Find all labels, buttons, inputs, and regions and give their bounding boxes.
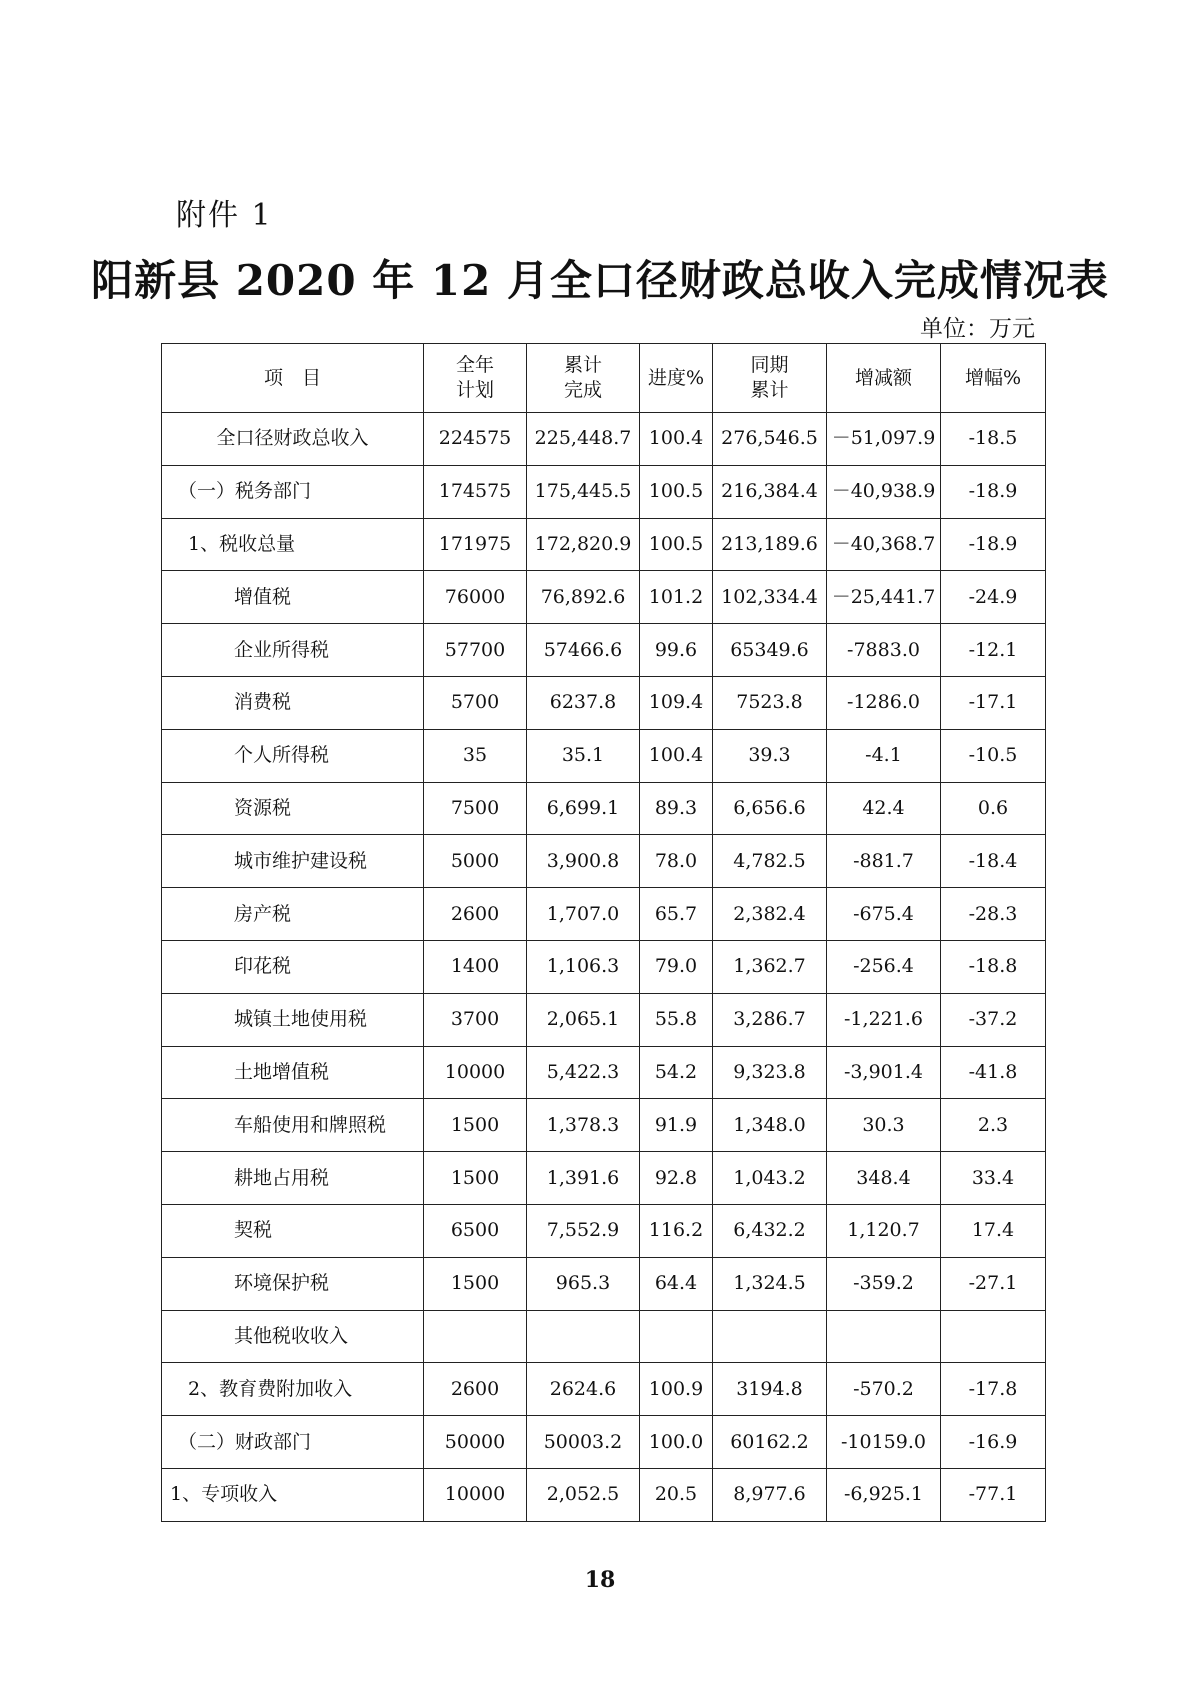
cell-progress: 100.5 — [640, 518, 713, 571]
cell-plan: 50000 — [424, 1416, 527, 1469]
table-row — [162, 571, 1046, 624]
cell-prior: 213,189.6 — [713, 518, 827, 571]
cell-growth: -28.3 — [941, 888, 1046, 941]
cell-actual — [527, 1310, 640, 1363]
cell-change: -6,925.1 — [827, 1468, 941, 1521]
cell-growth — [941, 1310, 1046, 1363]
table-row — [162, 1363, 1046, 1416]
cell-growth: 0.6 — [941, 782, 1046, 835]
cell-actual: 2,052.5 — [527, 1468, 640, 1521]
cell-progress: 101.2 — [640, 571, 713, 624]
cell-growth: -37.2 — [941, 993, 1046, 1046]
cell-progress: 91.9 — [640, 1099, 713, 1152]
cell-change: -570.2 — [827, 1363, 941, 1416]
cell-growth: -16.9 — [941, 1416, 1046, 1469]
cell-plan: 6500 — [424, 1204, 527, 1257]
cell-prior: 39.3 — [713, 729, 827, 782]
cell-progress: 78.0 — [640, 835, 713, 888]
cell-plan: 171975 — [424, 518, 527, 571]
cell-prior: 4,782.5 — [713, 835, 827, 888]
table-row — [162, 624, 1046, 677]
table-row — [162, 518, 1046, 571]
row-item-name: 城镇土地使用税 — [162, 993, 424, 1046]
cell-progress: 100.0 — [640, 1416, 713, 1469]
cell-change: -1286.0 — [827, 676, 941, 729]
cell-plan: 10000 — [424, 1468, 527, 1521]
cell-change: －51,097.9 — [827, 413, 941, 466]
cell-growth: -18.4 — [941, 835, 1046, 888]
attachment-label: 附件 1 — [176, 198, 273, 233]
page-number: 18 — [584, 1567, 616, 1593]
cell-actual: 965.3 — [527, 1257, 640, 1310]
cell-prior: 65349.6 — [713, 624, 827, 677]
cell-change: -4.1 — [827, 729, 941, 782]
cell-growth: -41.8 — [941, 1046, 1046, 1099]
cell-growth: 17.4 — [941, 1204, 1046, 1257]
cell-growth: 2.3 — [941, 1099, 1046, 1152]
cell-change: -3,901.4 — [827, 1046, 941, 1099]
cell-plan: 3700 — [424, 993, 527, 1046]
header-plan: 全年 计划 — [424, 344, 527, 413]
cell-prior: 8,977.6 — [713, 1468, 827, 1521]
row-item-name: 印花税 — [162, 940, 424, 993]
cell-growth: -77.1 — [941, 1468, 1046, 1521]
cell-actual: 175,445.5 — [527, 465, 640, 518]
cell-plan: 10000 — [424, 1046, 527, 1099]
cell-progress: 79.0 — [640, 940, 713, 993]
cell-change — [827, 1310, 941, 1363]
row-item-name: 增值税 — [162, 571, 424, 624]
cell-plan: 7500 — [424, 782, 527, 835]
cell-growth: -18.9 — [941, 465, 1046, 518]
cell-actual: 50003.2 — [527, 1416, 640, 1469]
row-item-name: 环境保护税 — [162, 1257, 424, 1310]
revenue-table — [161, 343, 1046, 1522]
cell-prior: 6,432.2 — [713, 1204, 827, 1257]
cell-prior: 216,384.4 — [713, 465, 827, 518]
cell-change: -10159.0 — [827, 1416, 941, 1469]
cell-progress: 100.4 — [640, 413, 713, 466]
cell-prior: 2,382.4 — [713, 888, 827, 941]
cell-actual: 225,448.7 — [527, 413, 640, 466]
cell-progress: 109.4 — [640, 676, 713, 729]
cell-plan: 5700 — [424, 676, 527, 729]
cell-plan: 1500 — [424, 1099, 527, 1152]
row-item-name: 房产税 — [162, 888, 424, 941]
cell-prior: 1,324.5 — [713, 1257, 827, 1310]
row-item-name: 全口径财政总收入 — [162, 413, 424, 466]
cell-plan: 2600 — [424, 888, 527, 941]
cell-prior: 1,348.0 — [713, 1099, 827, 1152]
cell-prior — [713, 1310, 827, 1363]
cell-change: -7883.0 — [827, 624, 941, 677]
cell-growth: 33.4 — [941, 1152, 1046, 1205]
cell-plan: 1500 — [424, 1257, 527, 1310]
cell-progress: 54.2 — [640, 1046, 713, 1099]
cell-plan: 1500 — [424, 1152, 527, 1205]
cell-prior: 276,546.5 — [713, 413, 827, 466]
cell-progress: 116.2 — [640, 1204, 713, 1257]
cell-plan — [424, 1310, 527, 1363]
cell-actual: 2,065.1 — [527, 993, 640, 1046]
cell-actual: 35.1 — [527, 729, 640, 782]
cell-progress: 20.5 — [640, 1468, 713, 1521]
cell-growth: -27.1 — [941, 1257, 1046, 1310]
cell-plan: 2600 — [424, 1363, 527, 1416]
cell-plan: 5000 — [424, 835, 527, 888]
cell-progress: 55.8 — [640, 993, 713, 1046]
table-row — [162, 1204, 1046, 1257]
cell-plan: 224575 — [424, 413, 527, 466]
cell-progress: 100.5 — [640, 465, 713, 518]
cell-prior: 3,286.7 — [713, 993, 827, 1046]
cell-growth: -12.1 — [941, 624, 1046, 677]
cell-actual: 57466.6 — [527, 624, 640, 677]
cell-growth: -10.5 — [941, 729, 1046, 782]
cell-change: －40,938.9 — [827, 465, 941, 518]
cell-actual: 7,552.9 — [527, 1204, 640, 1257]
row-item-name: 资源税 — [162, 782, 424, 835]
cell-growth: -17.8 — [941, 1363, 1046, 1416]
table-row — [162, 1099, 1046, 1152]
cell-change: 30.3 — [827, 1099, 941, 1152]
cell-actual: 1,707.0 — [527, 888, 640, 941]
cell-actual: 172,820.9 — [527, 518, 640, 571]
row-item-name: 土地增值税 — [162, 1046, 424, 1099]
cell-plan: 57700 — [424, 624, 527, 677]
cell-change: 42.4 — [827, 782, 941, 835]
row-item-name: 个人所得税 — [162, 729, 424, 782]
table-row — [162, 729, 1046, 782]
row-item-name: 1、税收总量 — [162, 518, 424, 571]
row-item-name: 车船使用和牌照税 — [162, 1099, 424, 1152]
cell-change: -881.7 — [827, 835, 941, 888]
cell-change: 348.4 — [827, 1152, 941, 1205]
cell-progress: 92.8 — [640, 1152, 713, 1205]
row-item-name: （一）税务部门 — [162, 465, 424, 518]
cell-change: -359.2 — [827, 1257, 941, 1310]
row-item-name: 城市维护建设税 — [162, 835, 424, 888]
cell-prior: 7523.8 — [713, 676, 827, 729]
cell-growth: -18.5 — [941, 413, 1046, 466]
cell-progress — [640, 1310, 713, 1363]
cell-actual: 6237.8 — [527, 676, 640, 729]
cell-change: -1,221.6 — [827, 993, 941, 1046]
cell-growth: -18.8 — [941, 940, 1046, 993]
cell-progress: 64.4 — [640, 1257, 713, 1310]
cell-change: －25,441.7 — [827, 571, 941, 624]
unit-label: 单位：万元 — [920, 316, 1035, 342]
row-item-name: 其他税收收入 — [162, 1310, 424, 1363]
cell-progress: 100.4 — [640, 729, 713, 782]
cell-actual: 5,422.3 — [527, 1046, 640, 1099]
cell-prior: 1,362.7 — [713, 940, 827, 993]
cell-actual: 1,106.3 — [527, 940, 640, 993]
header-actual: 累计 完成 — [527, 344, 640, 413]
cell-prior: 6,656.6 — [713, 782, 827, 835]
cell-change: 1,120.7 — [827, 1204, 941, 1257]
table-row — [162, 1468, 1046, 1521]
cell-growth: -18.9 — [941, 518, 1046, 571]
header-prior: 同期 累计 — [713, 344, 827, 413]
cell-prior: 1,043.2 — [713, 1152, 827, 1205]
table-row — [162, 413, 1046, 466]
row-item-name: （二）财政部门 — [162, 1416, 424, 1469]
row-item-name: 企业所得税 — [162, 624, 424, 677]
header-change: 增减额 — [827, 344, 941, 413]
table-row — [162, 835, 1046, 888]
table-row — [162, 1046, 1046, 1099]
cell-plan: 174575 — [424, 465, 527, 518]
cell-prior: 9,323.8 — [713, 1046, 827, 1099]
cell-prior: 60162.2 — [713, 1416, 827, 1469]
table-row — [162, 1257, 1046, 1310]
row-item-name: 契税 — [162, 1204, 424, 1257]
cell-prior: 3194.8 — [713, 1363, 827, 1416]
table-row — [162, 782, 1046, 835]
cell-prior: 102,334.4 — [713, 571, 827, 624]
cell-plan: 76000 — [424, 571, 527, 624]
cell-change: －40,368.7 — [827, 518, 941, 571]
header-item: 项 目 — [162, 344, 424, 413]
cell-growth: -17.1 — [941, 676, 1046, 729]
table-row — [162, 676, 1046, 729]
cell-plan: 1400 — [424, 940, 527, 993]
cell-actual: 2624.6 — [527, 1363, 640, 1416]
row-item-name: 2、教育费附加收入 — [162, 1363, 424, 1416]
cell-growth: -24.9 — [941, 571, 1046, 624]
row-item-name: 耕地占用税 — [162, 1152, 424, 1205]
table-row — [162, 1310, 1046, 1363]
header-progress: 进度% — [640, 344, 713, 413]
table-row — [162, 1416, 1046, 1469]
cell-progress: 100.9 — [640, 1363, 713, 1416]
cell-progress: 65.7 — [640, 888, 713, 941]
table-row — [162, 1152, 1046, 1205]
page-title: 阳新县 2020 年 12 月全口径财政总收入完成情况表 — [91, 256, 1109, 305]
cell-actual: 6,699.1 — [527, 782, 640, 835]
table-header-row — [162, 344, 1046, 413]
table-row — [162, 993, 1046, 1046]
cell-change: -675.4 — [827, 888, 941, 941]
cell-progress: 99.6 — [640, 624, 713, 677]
cell-actual: 76,892.6 — [527, 571, 640, 624]
table-row — [162, 465, 1046, 518]
cell-actual: 1,378.3 — [527, 1099, 640, 1152]
cell-actual: 3,900.8 — [527, 835, 640, 888]
table-row — [162, 940, 1046, 993]
row-item-name: 1、专项收入 — [162, 1468, 424, 1521]
table-row — [162, 888, 1046, 941]
cell-progress: 89.3 — [640, 782, 713, 835]
cell-change: -256.4 — [827, 940, 941, 993]
cell-actual: 1,391.6 — [527, 1152, 640, 1205]
header-growth: 增幅% — [941, 344, 1046, 413]
cell-plan: 35 — [424, 729, 527, 782]
row-item-name: 消费税 — [162, 676, 424, 729]
